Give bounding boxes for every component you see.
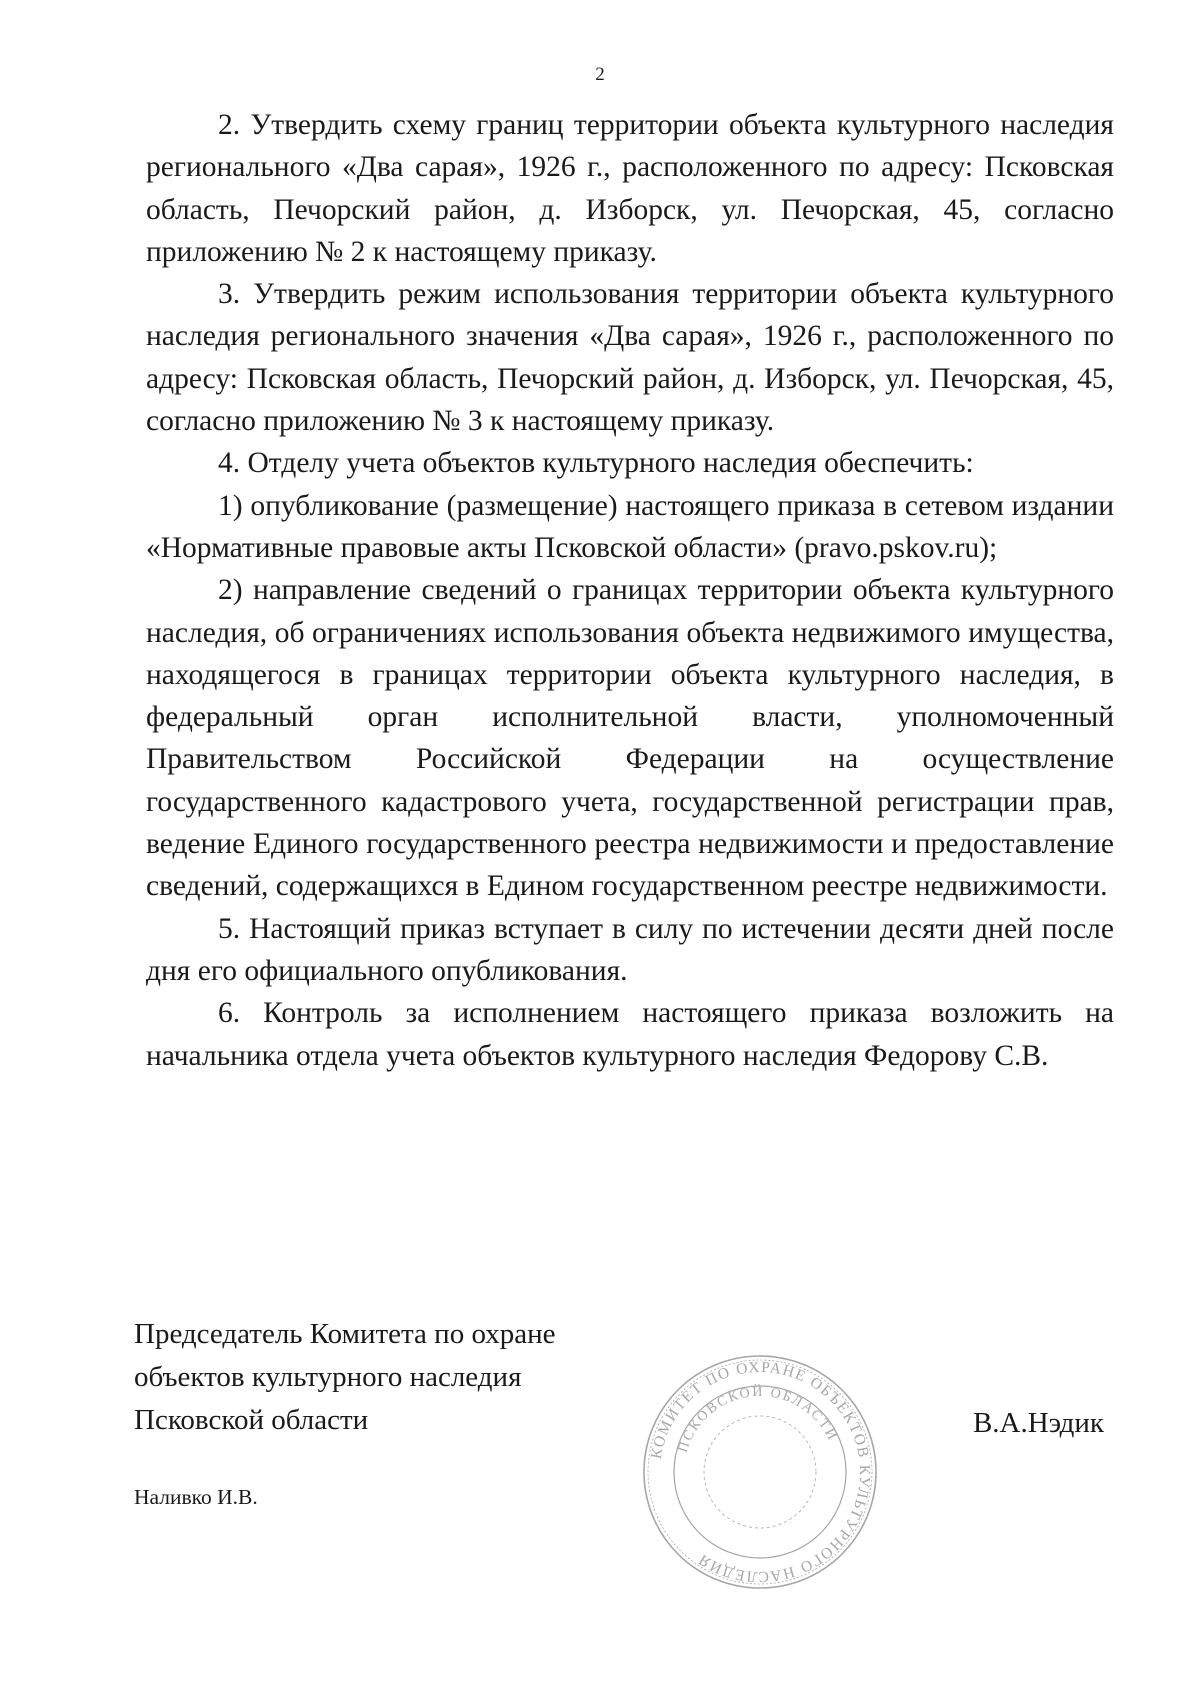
signatory-title-line-1: Председатель Комитета по охране	[134, 1318, 556, 1350]
paragraph-4-2: 2) направление сведений о границах территории объекта культурного наследия, об ограничениях использования объекта недвижимого имущества, находящегося в границах территории объекта культурного наследия, в федеральный орган исполнительной власти, уполномоченный Правительством Российской Федерации на осуществление государственного кадастрового учета, государственной регистрации прав, ведение Единого государственного реестра недвижимости и предоставление сведений, содержащихся в Едином государственном реестре недвижимости.	[146, 574, 1114, 903]
paragraph-4: 4. Отделу учета объектов культурного наследия обеспечить:	[218, 447, 974, 480]
official-seal-stamp	[640, 1352, 880, 1592]
paragraph-3: 3. Утвердить режим использования территории объекта культурного наследия регионального значения «Два сарая», 1926 г., расположенного по адресу: Псковская область, Печорский район, д. Изборск, ул. Печорская, 45, согласно приложению № 3 к настоящему приказу.	[146, 278, 1114, 438]
order-body	[146, 104, 1114, 1077]
signatory-title-line-3: Псковской области	[134, 1404, 369, 1436]
signatory-title-line-2: объектов культурного наследия	[134, 1361, 522, 1393]
svg-text:КОМИТЕТ ПО ОХРАНЕ ОБЪЕКТОВ КУЛ: КОМИТЕТ ПО ОХРАНЕ ОБЪЕКТОВ КУЛЬТУРНОГО НАСЛЕДИЯ	[647, 1358, 874, 1586]
page-number: 2	[595, 64, 605, 85]
signatory-name: В.А.Нэдик	[972, 1407, 1104, 1439]
executor-name: Наливко И.В.	[134, 1485, 258, 1509]
paragraph-4-1: 1) опубликование (размещение) настоящего приказа в сетевом издании «Нормативные правовые акты Псковской области» (pravo.pskov.ru);	[146, 489, 1114, 564]
svg-text:ПСКОВСКОЙ ОБЛАСТИ: ПСКОВСКОЙ ОБЛАСТИ	[675, 1384, 840, 1455]
paragraph-5: 5. Настоящий приказ вступает в силу по истечении десяти дней после дня его официального опубликования.	[146, 912, 1114, 987]
paragraph-6: 6. Контроль за исполнением настоящего приказа возложить на начальника отдела учета объектов культурного наследия Федорову С.В.	[146, 997, 1114, 1072]
paragraph-2: 2. Утвердить схему границ территории объекта культурного наследия регионального «Два сарая», 1926 г., расположенного по адресу: Псковская область, Печорский район, д. Изборск, ул. Печорская, 45, согласно приложению № 2 к настоящему приказу.	[146, 109, 1114, 268]
